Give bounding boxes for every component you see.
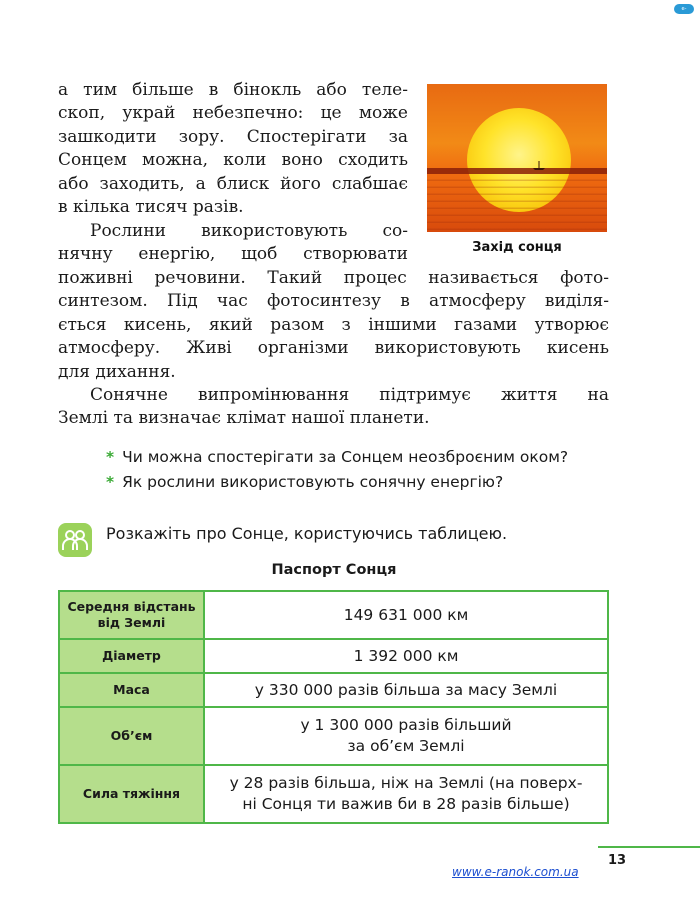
row-value xyxy=(204,591,608,639)
page-number: 13 xyxy=(608,853,627,868)
text-line: для дихання. xyxy=(58,361,176,382)
cell-text: у 28 разів більша, ніж на Землі (на поверх- xyxy=(229,774,583,792)
text-line: Рослини використовують со- xyxy=(90,221,408,241)
table-row xyxy=(59,765,608,823)
publisher-link[interactable]: www.e-ranok.com.ua xyxy=(452,865,579,879)
sunset-photo xyxy=(427,84,607,232)
cell-text: 1 392 000 км xyxy=(353,646,459,665)
cell-text: від Землі xyxy=(97,615,166,630)
table-row xyxy=(59,639,608,673)
table-row xyxy=(59,707,608,765)
paragraph-2-narrow xyxy=(58,220,408,267)
task-instruction: Розкажіть про Сонце, користуючись таблицею. xyxy=(106,524,508,543)
text-line: а тим більше в бінокль або теле- xyxy=(58,80,408,100)
cell-text: Об’єм xyxy=(110,728,153,743)
cell-text: у 330 000 разів більша за масу Землі xyxy=(254,680,558,699)
question-item xyxy=(106,448,568,466)
cell-text: Сила тяжіння xyxy=(82,786,181,801)
text-line: скоп, украй небезпечно: це може xyxy=(58,103,408,124)
photo-caption: Захід сонця xyxy=(472,240,562,255)
text-line: або заходить, а блиск його слабшає xyxy=(58,173,408,194)
sun-passport-table xyxy=(58,590,609,824)
paragraph-1 xyxy=(58,79,408,219)
text-line: в кілька тисяч разів. xyxy=(58,197,244,218)
question-text: Чи можна спостерігати за Сонцем неозброєним оком? xyxy=(122,448,569,466)
footer-rule xyxy=(598,846,700,848)
sailboat-icon xyxy=(531,161,547,171)
row-value xyxy=(204,707,608,765)
row-header xyxy=(59,591,204,639)
row-header xyxy=(59,673,204,707)
row-value xyxy=(204,765,608,823)
cell-text: ні Сонця ти важив би в 28 разів більше) xyxy=(242,795,570,813)
cell-text: 149 631 000 км xyxy=(343,605,469,624)
question-item xyxy=(106,473,503,491)
row-header xyxy=(59,639,204,673)
text-line: Сонячне випромінювання підтримує життя на xyxy=(90,385,609,405)
question-text: Як рослини використовують сонячну енергію? xyxy=(122,473,504,491)
row-header xyxy=(59,707,204,765)
text-line: Землі та визначає клімат нашої планети. xyxy=(58,408,430,429)
table-row xyxy=(59,673,608,707)
paragraph-2-wide xyxy=(58,267,609,384)
cell-text: Діаметр xyxy=(102,648,161,663)
row-value xyxy=(204,673,608,707)
text-line: Сонцем можна, коли воно сходить xyxy=(58,150,408,171)
text-line: зашкодити зору. Спостерігати за xyxy=(58,126,408,147)
text-line: поживні речовини. Такий процес називається фото- xyxy=(58,268,609,288)
paragraph-3 xyxy=(58,384,609,431)
row-value xyxy=(204,639,608,673)
publisher-logo: e-RANOK xyxy=(675,6,693,22)
table-title: Паспорт Сонця xyxy=(271,562,397,578)
asterisk-icon: * xyxy=(106,473,115,491)
text-line: атмосферу. Живі організми використовують кисень xyxy=(58,338,609,359)
text-line: синтезом. Під час фотосинтезу в атмосферу виділя- xyxy=(58,291,609,312)
cell-text: за об’єм Землі xyxy=(347,737,465,755)
table-row xyxy=(59,591,608,639)
water-reflection xyxy=(427,174,607,232)
text-line: нячну енергію, щоб створювати xyxy=(58,244,408,265)
asterisk-icon: * xyxy=(106,448,115,466)
row-header xyxy=(59,765,204,823)
cell-text: Маса xyxy=(113,682,150,697)
text-line: ється кисень, який разом з іншими газами утворює xyxy=(58,314,609,335)
cell-text: у 1 300 000 разів більший xyxy=(300,716,512,734)
cell-text: Середня відстань xyxy=(67,599,196,614)
group-work-icon xyxy=(58,523,92,557)
